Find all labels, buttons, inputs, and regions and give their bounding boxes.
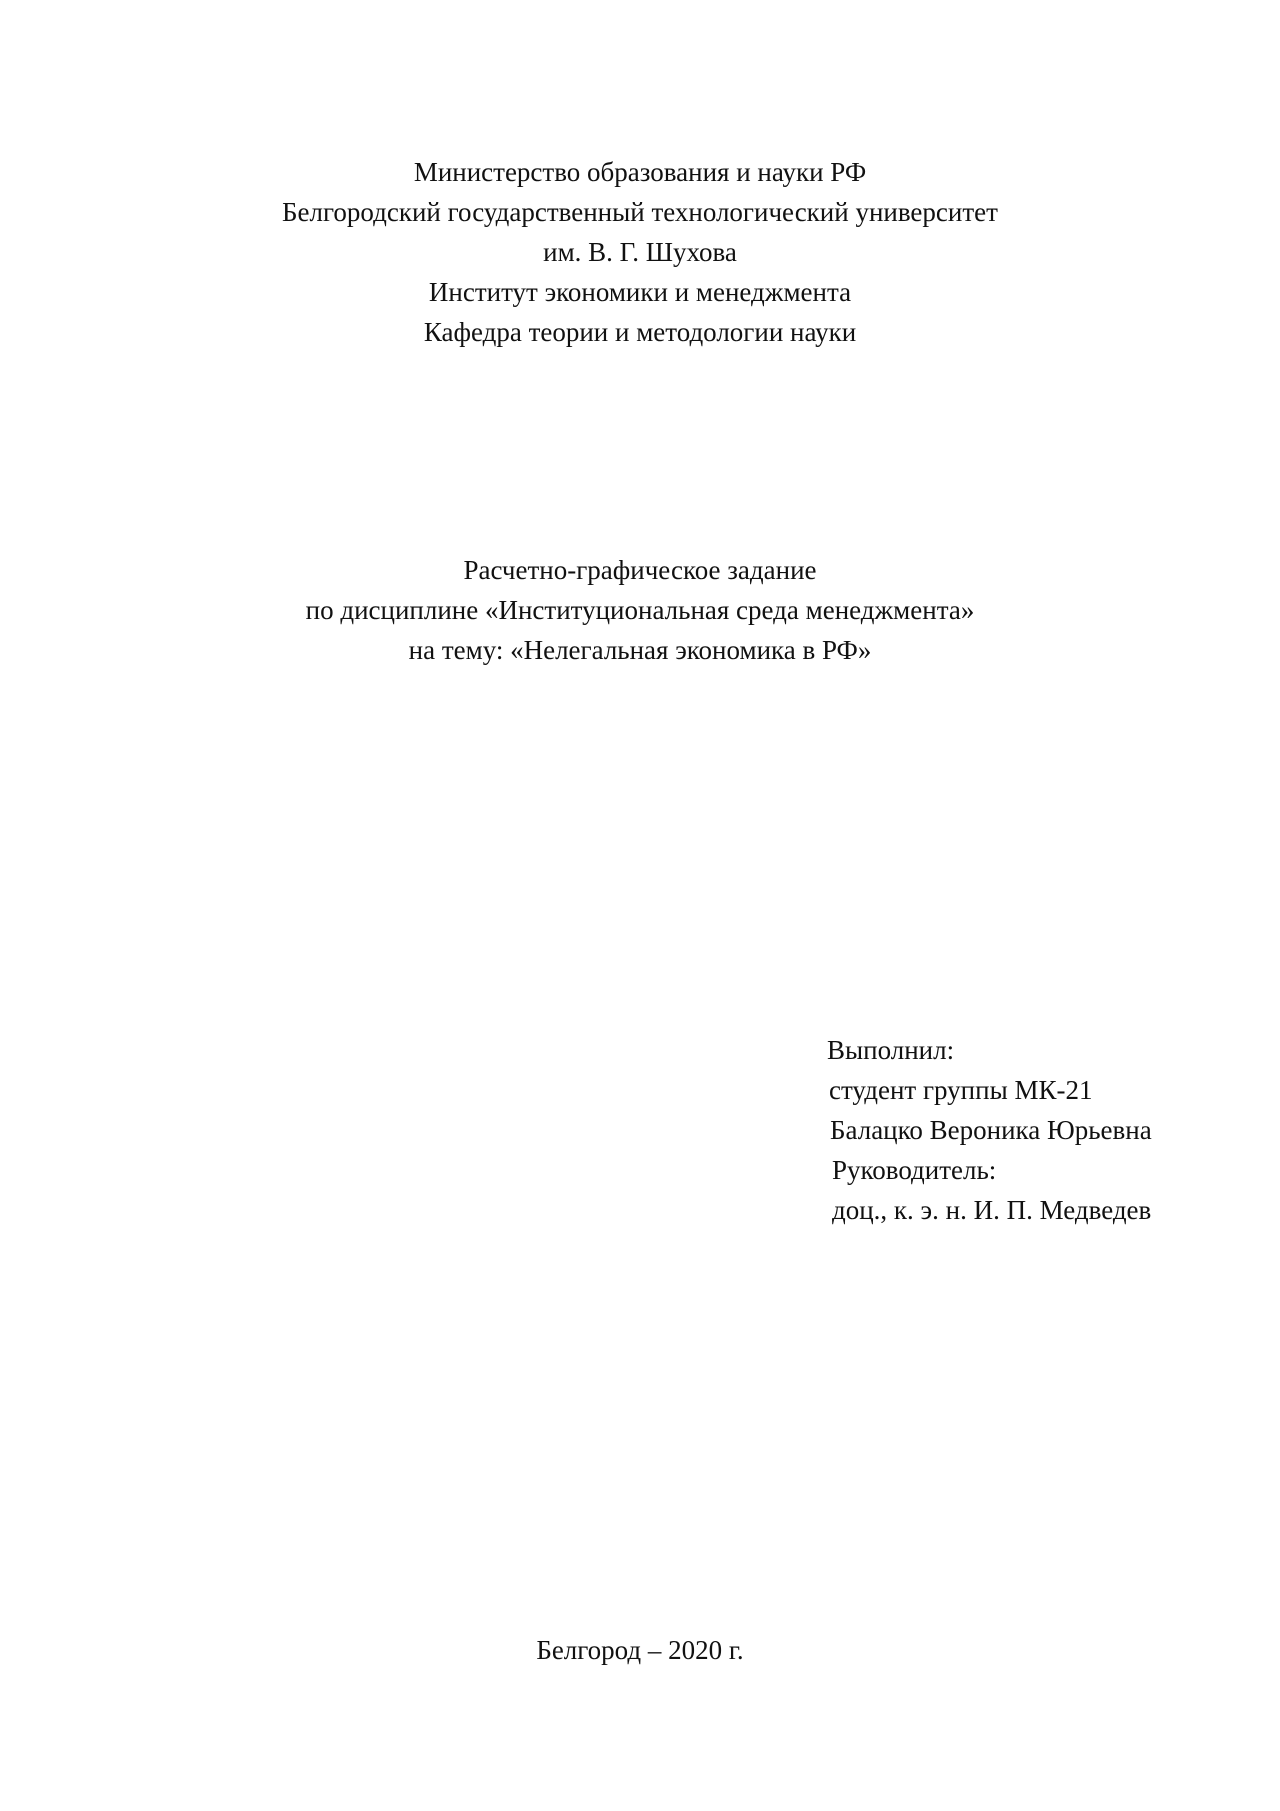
author-block [0,1030,1152,1230]
supervisor-name: доц., к. э. н. И. П. Медведев [832,1195,1152,1225]
discipline-line: по дисциплине «Институциональная среда менеджмента» [305,595,975,625]
supervisor-label: Руководитель: [832,1155,997,1185]
city-year-block [0,1630,1280,1670]
student-name: Балацко Вероника Юрьевна [830,1115,1152,1145]
work-type: Расчетно-графическое задание [463,555,817,585]
ministry-line: Министерство образования и науки РФ [413,157,867,187]
city-year: Белгород – 2020 г. [536,1635,744,1665]
institution-header [0,152,1280,352]
performed-by-label: Выполнил: [827,1035,955,1065]
university-name-line: им. В. Г. Шухова [543,237,737,267]
work-title-block [0,550,1280,670]
university-line: Белгородский государственный технологический университет [282,197,998,227]
topic-line: на тему: «Нелегальная экономика в РФ» [408,635,872,665]
student-group-line: студент группы МК-21 [829,1075,1093,1105]
department-line: Кафедра теории и методологии науки [423,317,857,347]
institute-line: Институт экономики и менеджмента [428,277,852,307]
